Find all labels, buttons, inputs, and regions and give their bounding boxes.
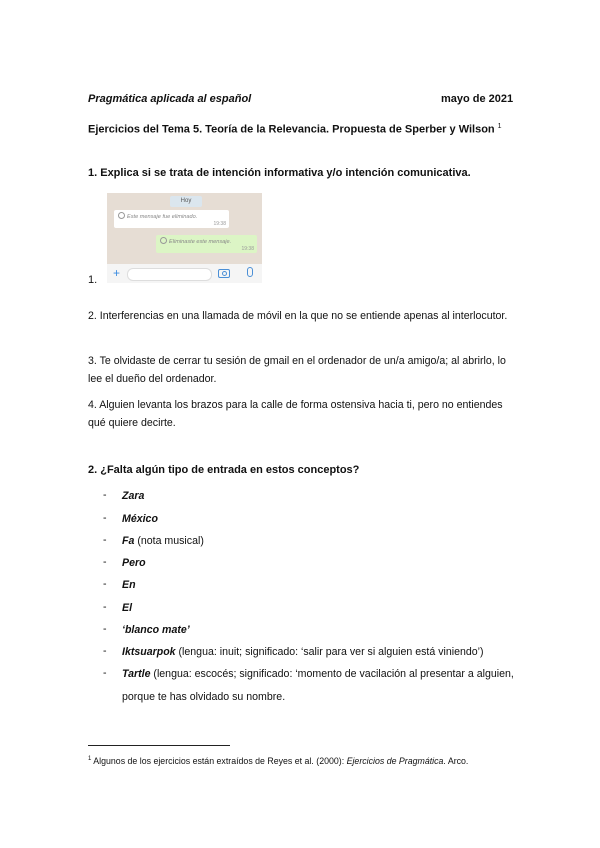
list-dash: - — [103, 667, 107, 679]
list-dash: - — [103, 512, 107, 524]
concept-term: Iktsuarpok — [122, 646, 176, 658]
camera-icon — [218, 269, 230, 278]
exercise-subtitle — [88, 123, 502, 136]
concept-note: (lengua: escocés; significado: ‘momento de vacilación al presentar a alguien, porque te has olvidado su nombre. — [122, 668, 514, 703]
list-dash: - — [103, 534, 107, 546]
concept-term: En — [122, 579, 136, 591]
footnote-mark: 1 — [88, 756, 92, 763]
item-1-number: 1. — [88, 274, 98, 286]
list-dash: - — [103, 489, 107, 501]
footnote — [88, 756, 468, 766]
concept-note: (nota musical) — [134, 535, 204, 547]
incoming-message-text: Este mensaje fue eliminado. — [127, 214, 198, 220]
concept-item — [122, 619, 522, 642]
question-1-title: 1. Explica si se trata de intención informativa y/o intención comunicativa. — [88, 167, 471, 179]
list-dash: - — [103, 578, 107, 590]
microphone-icon — [247, 267, 253, 277]
item-4: 4. Alguien levanta los brazos para la calle de forma ostensiva hacia ti, pero no entiendes qué quiere decirte. — [88, 399, 503, 429]
concept-item — [122, 552, 522, 575]
concept-term: Fa — [122, 535, 135, 547]
concept-item — [122, 597, 522, 620]
concept-note: (lengua: inuit; significado: ‘salir para ver si alguien está viniendo’) — [175, 646, 484, 658]
course-title: Pragmática aplicada al español — [88, 93, 252, 105]
ban-icon — [118, 212, 125, 219]
incoming-message-time: 19:38 — [213, 221, 226, 227]
chat-message-input — [127, 268, 212, 281]
footnote-book-title: Ejercicios de Pragmática — [346, 756, 444, 766]
chat-day-label: Hoy — [170, 196, 202, 207]
chat-input-bar — [107, 264, 262, 283]
footnote-text: Algunos de los ejercicios están extraídos de Reyes et al. (2000): — [91, 756, 347, 766]
outgoing-message — [160, 237, 231, 245]
footnote-divider — [88, 745, 230, 746]
concept-item — [122, 485, 522, 508]
concept-term: México — [122, 513, 158, 525]
footnote-end: . Arco. — [443, 756, 469, 766]
question-2-title: 2. ¿Falta algún tipo de entrada en estos conceptos? — [88, 464, 360, 476]
concept-term: ‘blanco mate’ — [122, 624, 190, 636]
document-date: mayo de 2021 — [441, 93, 514, 105]
concept-item — [122, 508, 522, 531]
list-dash: - — [103, 556, 107, 568]
plus-icon: + — [113, 266, 121, 280]
list-dash: - — [103, 601, 107, 613]
list-dash: - — [103, 645, 107, 657]
outgoing-message-bubble — [156, 235, 257, 253]
concept-item — [122, 641, 522, 664]
concept-term: Zara — [122, 490, 145, 502]
incoming-message-bubble — [114, 210, 229, 228]
concept-item — [122, 530, 522, 553]
concept-term: Pero — [122, 557, 146, 569]
footnote-reference: 1 — [497, 123, 502, 130]
item-2: 2. Interferencias en una llamada de móvil en la que no se entiende apenas al interlocutor. — [88, 310, 508, 322]
concept-term: El — [122, 602, 133, 614]
item-3: 3. Te olvidaste de cerrar tu sesión de gmail en el ordenador de un/a amigo/a; al abrirlo, lo lee el dueño del ordenador. — [88, 355, 506, 385]
subtitle-text: Ejercicios del Tema 5. Teoría de la Relevancia. Propuesta de Sperber y Wilson — [88, 123, 495, 136]
outgoing-message-text: Eliminaste este mensaje. — [169, 239, 232, 245]
concept-item — [122, 663, 522, 709]
list-dash: - — [103, 623, 107, 635]
concept-item — [122, 574, 522, 597]
ban-icon — [160, 237, 167, 244]
chat-screenshot — [107, 193, 262, 283]
outgoing-message-time: 19:38 — [241, 246, 254, 252]
concept-term: Tartle — [122, 668, 151, 680]
incoming-message — [118, 212, 197, 220]
